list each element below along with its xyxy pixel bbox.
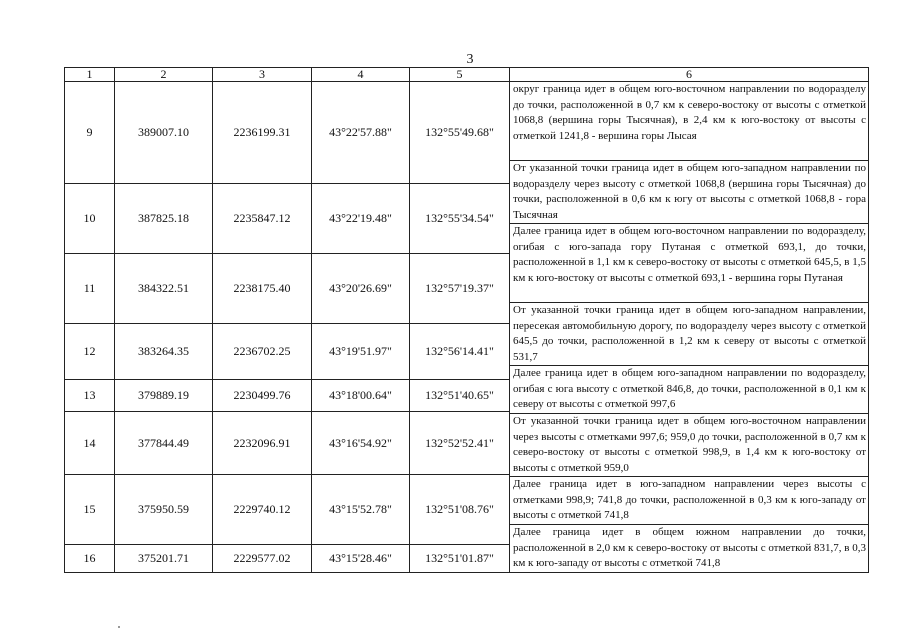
y-coordinate: 2236702.25 bbox=[213, 323, 312, 379]
longitude: 132°56'14.41" bbox=[410, 323, 510, 379]
x-coordinate: 377844.49 bbox=[115, 412, 213, 475]
point-number: 10 bbox=[65, 183, 115, 253]
point-number: 15 bbox=[65, 475, 115, 544]
description-text: Далее граница идет в общем юго-восточном направлении по водоразделу, огибая с юго-запада гору Путаная с отметкой 693,1, до точки, расположенной в 1,1 км к северо-востоку от высоты с отметкой 645,5, в 1,5 км к юго-востоку от высоты с отметкой 693,1 - вершина горы Путаная bbox=[510, 224, 868, 303]
table-header-row bbox=[65, 68, 869, 82]
column-header: 6 bbox=[510, 68, 869, 82]
point-number: 12 bbox=[65, 323, 115, 379]
description-text: Далее граница идет в юго-западном направлении через высоты с отметками 998,9; 741,8 до точки, расположенной в 0,3 км к юго-западу от высоты с отметкой 741,8 bbox=[510, 477, 868, 525]
description-text: От указанной точки граница идет в общем юго-западном направлении, пересекая автомобильную дорогу, по водоразделу через высоту с отметкой 645,5 до точки, расположенной в 1,2 км к северу от высоты с отметкой 531,7 bbox=[510, 303, 868, 366]
point-number: 11 bbox=[65, 253, 115, 323]
boundary-points-table bbox=[64, 67, 869, 573]
latitude: 43°15'52.78" bbox=[312, 475, 410, 544]
point-number: 16 bbox=[65, 544, 115, 573]
point-number: 9 bbox=[65, 82, 115, 184]
y-coordinate: 2229740.12 bbox=[213, 475, 312, 544]
latitude: 43°22'19.48" bbox=[312, 183, 410, 253]
longitude: 132°52'52.41" bbox=[410, 412, 510, 475]
description-text: Далее граница идет в общем юго-западном направлении по водоразделу, огибая с юга высоту с отметкой 846,8, до точки, расположенной в 0,1 км к северу от высоты с отметкой 997,6 bbox=[510, 366, 868, 414]
column-header: 1 bbox=[65, 68, 115, 82]
x-coordinate: 384322.51 bbox=[115, 253, 213, 323]
longitude: 132°51'01.87" bbox=[410, 544, 510, 573]
point-number: 14 bbox=[65, 412, 115, 475]
column-header: 4 bbox=[312, 68, 410, 82]
x-coordinate: 387825.18 bbox=[115, 183, 213, 253]
column-header: 2 bbox=[115, 68, 213, 82]
latitude: 43°20'26.69" bbox=[312, 253, 410, 323]
scan-artifact-dot bbox=[118, 626, 120, 628]
description-text: Далее граница идет в общем южном направлении до точки, расположенной в 2,0 км к северо-востоку от высоты с отметкой 831,7, в 0,3 км к юго-западу от высоты с отметкой 741,8 bbox=[513, 526, 867, 570]
longitude: 132°55'34.54" bbox=[410, 183, 510, 253]
x-coordinate: 379889.19 bbox=[115, 379, 213, 412]
x-coordinate: 375950.59 bbox=[115, 475, 213, 544]
longitude: 132°55'49.68" bbox=[410, 82, 510, 184]
page-number: 3 bbox=[466, 52, 474, 67]
x-coordinate: 389007.10 bbox=[115, 82, 213, 184]
description-text: От указанной точки граница идет в общем юго-восточном направлении через высоты с отметками 997,6; 959,0 до точки, расположенной в 0,7 км к северо-востоку от высоты с отметкой 998,9, в 1,4 км к юго-востоку от высоты с отметкой 959,0 bbox=[510, 414, 868, 477]
latitude: 43°18'00.64" bbox=[312, 379, 410, 412]
description-text: От указанной точки граница идет в общем юго-западном направлении по водоразделу через высоту с отметкой 1068,8 (вершина горы Тысячная) до точки, расположенной в 0,6 км к югу от высоты с отметкой 1068,8 - гора Тысячная bbox=[510, 161, 868, 224]
x-coordinate: 383264.35 bbox=[115, 323, 213, 379]
longitude: 132°51'08.76" bbox=[410, 475, 510, 544]
longitude: 132°51'40.65" bbox=[410, 379, 510, 412]
longitude: 132°57'19.37" bbox=[410, 253, 510, 323]
latitude: 43°22'57.88" bbox=[312, 82, 410, 184]
description-text: округ граница идет в общем юго-восточном направлении по водоразделу до точки, расположенной в 0,7 км к северо-востоку от высоты с отметкой 1068,8 (вершина горы Тысячная), в 2,4 км к юго-востоку от высоты с отметкой 1241,8 - вершина горы Лысая bbox=[510, 82, 868, 161]
latitude: 43°16'54.92" bbox=[312, 412, 410, 475]
x-coordinate: 375201.71 bbox=[115, 544, 213, 573]
column-header: 5 bbox=[410, 68, 510, 82]
y-coordinate: 2236199.31 bbox=[213, 82, 312, 184]
point-number: 13 bbox=[65, 379, 115, 412]
y-coordinate: 2238175.40 bbox=[213, 253, 312, 323]
table-row bbox=[65, 82, 869, 184]
description-column bbox=[510, 82, 869, 573]
column-header: 3 bbox=[213, 68, 312, 82]
y-coordinate: 2235847.12 bbox=[213, 183, 312, 253]
latitude: 43°19'51.97" bbox=[312, 323, 410, 379]
y-coordinate: 2230499.76 bbox=[213, 379, 312, 412]
y-coordinate: 2232096.91 bbox=[213, 412, 312, 475]
latitude: 43°15'28.46" bbox=[312, 544, 410, 573]
y-coordinate: 2229577.02 bbox=[213, 544, 312, 573]
